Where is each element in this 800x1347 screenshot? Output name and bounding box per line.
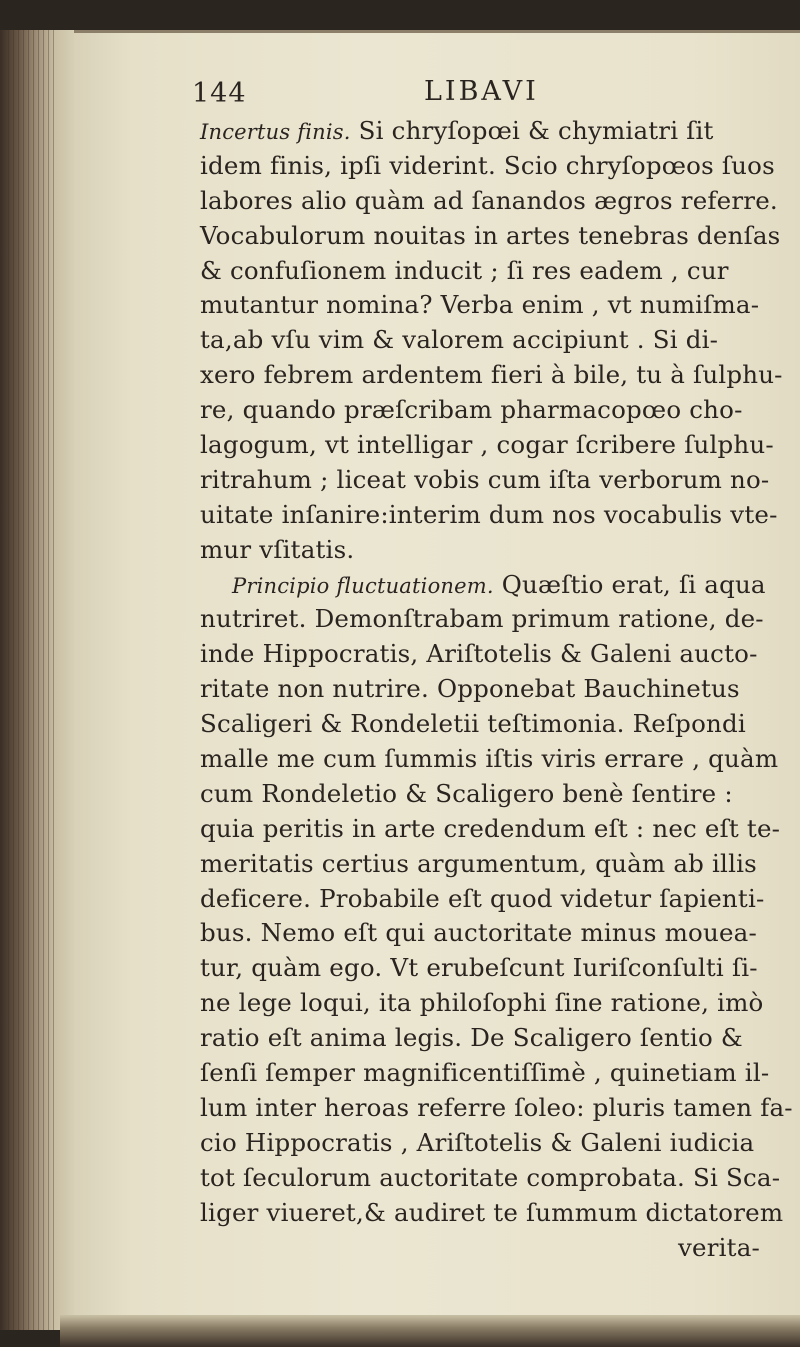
text-line: malle me cum ſummis iſtis viris errare , quàm [200, 744, 779, 774]
text-line: & confuſionem inducit ; ſi res eadem , cur [200, 255, 729, 285]
text-line: tur, quàm ego. Vt erubeſcunt Iuriſconſulti ſi- [200, 953, 758, 983]
text-line: re, quando præſcribam pharmacopœo cho- [200, 395, 743, 425]
text-line: meritatis certius argumentum, quàm ab illis [200, 848, 757, 878]
margin-note: Principio fluctuationem. [232, 573, 494, 598]
text-line: mur vſitatis. [200, 534, 355, 564]
running-title: LIBAVI [424, 76, 539, 107]
line-text: Si chryſopœi & chymiatri ſit [350, 116, 714, 145]
text-line: ſenſi ſemper magnificentiſſimè , quinetiam il- [200, 1058, 770, 1088]
text-line: labores alio quàm ad ſanandos ægros referre. [200, 185, 778, 215]
text-line: cum Rondeletio & Scaligero benè ſentire : [200, 778, 733, 808]
catchword: verita- [677, 1232, 760, 1262]
page-number: 144 [192, 78, 247, 109]
text-line: ratio eſt anima legis. De Scaligero ſentio & [200, 1023, 743, 1053]
text-line: cio Hippocratis , Ariſtotelis & Galeni iudicia [200, 1127, 755, 1157]
text-line: lum inter heroas referre ſoleo: pluris tamen fa- [200, 1092, 793, 1122]
text-line: ta,ab vſu vim & valorem accipiunt . Si di- [200, 325, 719, 355]
text-line: lagogum, vt intelligar , cogar ſcribere ſulphu- [200, 430, 774, 460]
text-line: inde Hippocratis, Ariſtotelis & Galeni aucto- [200, 639, 758, 669]
text-line: ritrahum ; liceat vobis cum iſta verborum no- [200, 464, 770, 494]
line-text: Quæſtio erat, ſi aqua [493, 569, 766, 599]
text-line: nutriret. Demonſtrabam primum ratione, de- [200, 604, 764, 634]
text-line: bus. Nemo eſt qui auctoritate minus mouea- [200, 918, 757, 948]
text-line: deficere. Probabile eſt quod videtur ſapienti- [200, 883, 765, 913]
margin-note: Incertus finis. [200, 120, 351, 144]
text-line: ritate non nutrire. Opponebat Bauchinetus [200, 674, 740, 704]
text-line: mutantur nomina? Verba enim , vt numiſma- [200, 290, 760, 320]
text-line: ne lege loqui, ita philoſophi ſine ratione, imò [200, 988, 764, 1018]
page-text [132, 70, 793, 1265]
text-line: Scaligeri & Rondeletii teſtimonia. Reſpondi [200, 709, 746, 739]
text-line: uitate inſanire:interim dum nos vocabulis vte- [200, 499, 778, 529]
text-line: idem finis, ipſi viderint. Scio chryſopœos ſuos [200, 150, 775, 180]
book-binding [0, 30, 78, 1330]
text-line: liger viueret,& audiret te ſummum dictatorem [200, 1197, 784, 1227]
text-line [132, 568, 772, 603]
text-line: Vocabulorum nouitas in artes tenebras denſas [200, 220, 781, 250]
text-line: tot ſeculorum auctoritate comprobata. Si Sca- [200, 1162, 781, 1192]
page-bottom-edge [60, 1315, 800, 1347]
text-line [132, 114, 772, 149]
text-line: xero febrem ardentem fieri à bile, tu à ſulphu- [200, 360, 783, 390]
page-header [132, 70, 772, 114]
text-line: quia peritis in arte credendum eſt : nec eſt te- [200, 813, 781, 843]
